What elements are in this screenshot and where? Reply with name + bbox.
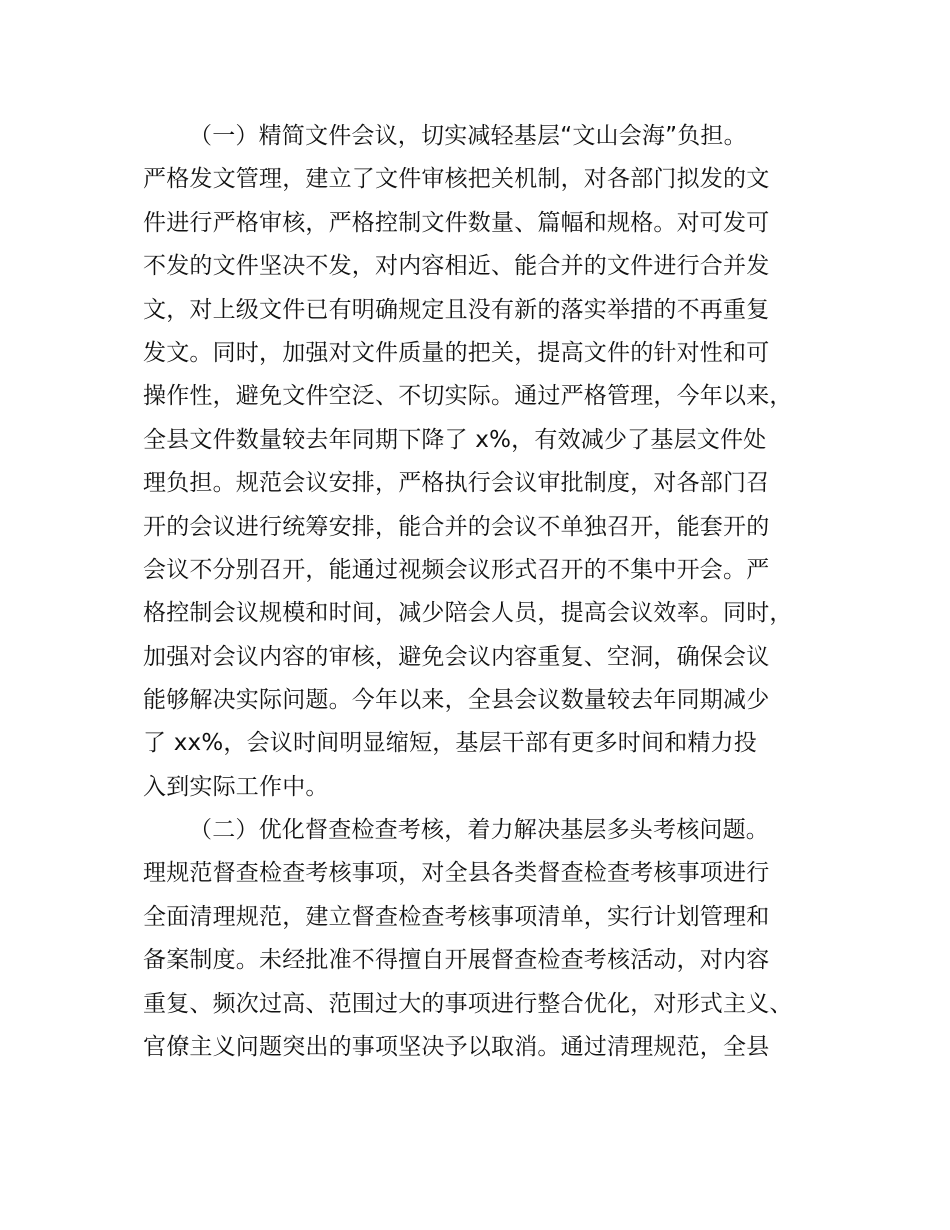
body-line: 操作性，避免文件空泛、不切实际。通过严格管理，今年以来， bbox=[143, 383, 793, 410]
body-line: 了 xx%，会议时间明显缩短，基层干部有更多时间和精力投 bbox=[143, 730, 757, 757]
body-line: 理负担。规范会议安排，严格执行会议审批制度，对各部门召 bbox=[143, 470, 770, 497]
body-line: 格控制会议规模和时间，减少陪会人员，提高会议效率。同时， bbox=[143, 600, 793, 627]
body-line: 重复、频次过高、范围过大的事项进行整合优化，对形式主义、 bbox=[143, 990, 793, 1017]
body-line: 理规范督查检查考核事项，对全县各类督查检查考核事项进行 bbox=[143, 860, 770, 887]
body-line: 能够解决实际问题。今年以来，全县会议数量较去年同期减少 bbox=[143, 687, 770, 714]
paragraph-optimize-inspections bbox=[143, 809, 833, 1069]
body-line: 全面清理规范，建立督查检查考核事项清单，实行计划管理和 bbox=[143, 903, 770, 930]
section-heading-1: （一）精简文件会议，切实减轻基层“文山会海”负担。 bbox=[189, 123, 747, 149]
body-line: 官僚主义问题突出的事项坚决予以取消。通过清理规范，全县 bbox=[143, 1033, 770, 1060]
body-line: 件进行严格审核，严格控制文件数量、篇幅和规格。对可发可 bbox=[143, 209, 770, 236]
body-line: 开的会议进行统筹安排，能合并的会议不单独召开，能套开的 bbox=[143, 513, 770, 540]
body-line: 全县文件数量较去年同期下降了 x%，有效减少了基层文件处 bbox=[143, 426, 767, 453]
body-line: 备案制度。未经批准不得擅自开展督查检查考核活动，对内容 bbox=[143, 947, 770, 974]
body-line: 不发的文件坚决不发，对内容相近、能合并的文件进行合并发 bbox=[143, 253, 770, 280]
body-line: 会议不分别召开，能通过视频会议形式召开的不集中开会。严 bbox=[143, 556, 770, 583]
body-line: 加强对会议内容的审核，避免会议内容重复、空洞，确保会议 bbox=[143, 643, 770, 670]
body-line: 发文。同时，加强对文件质量的把关，提高文件的针对性和可 bbox=[143, 339, 770, 366]
paragraph-streamline-documents-meetings bbox=[143, 115, 833, 809]
body-line: 严格发文管理，建立了文件审核把关机制，对各部门拟发的文 bbox=[143, 166, 770, 193]
section-heading-2: （二）优化督查检查考核，着力解决基层多头考核问题。 bbox=[189, 817, 769, 843]
body-line: 入到实际工作中。 bbox=[143, 773, 329, 800]
body-line: 文，对上级文件已有明确规定且没有新的落实举措的不再重复 bbox=[143, 296, 770, 323]
